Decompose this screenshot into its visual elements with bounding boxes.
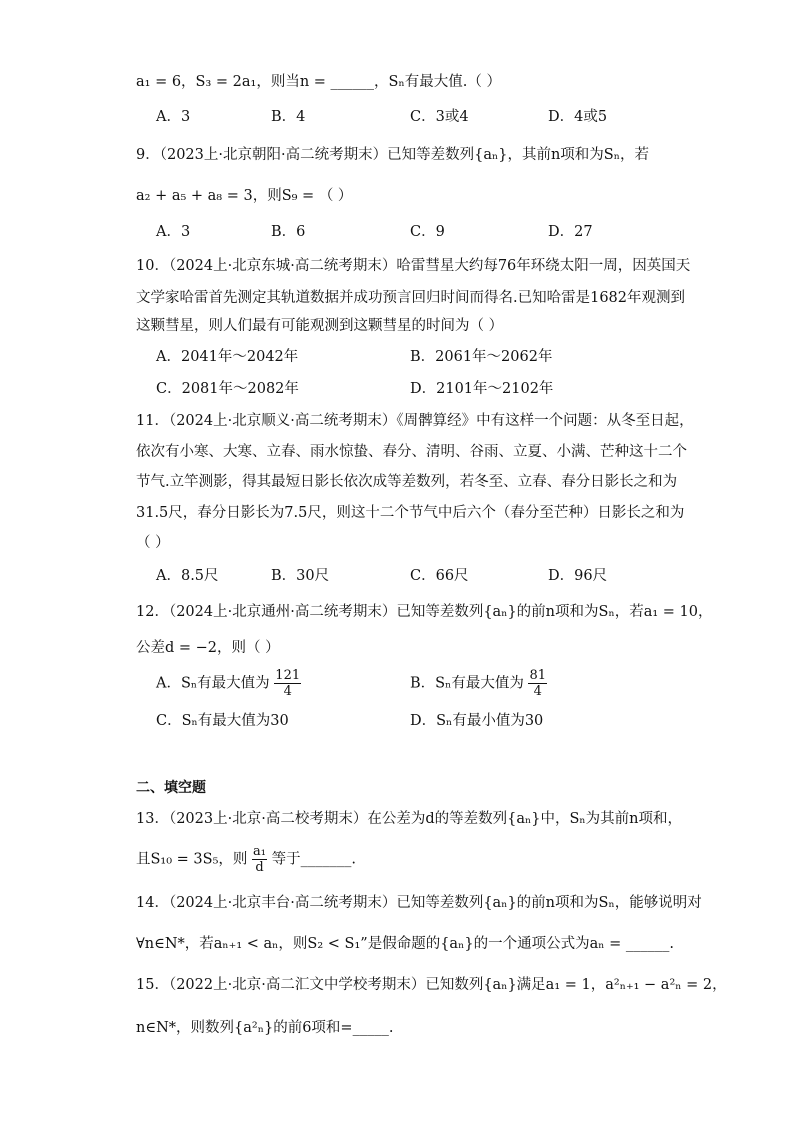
q8-option-d: D．4或5 bbox=[548, 109, 608, 125]
q10-option-b: B．2061年～2062年 bbox=[410, 349, 553, 365]
q10-option-d: D．2101年～2102年 bbox=[410, 381, 554, 397]
q11-option-b: B．30尺 bbox=[271, 568, 330, 584]
section-heading-fill-in: 二、填空题 bbox=[136, 780, 206, 796]
q11-option-c: C．66尺 bbox=[410, 568, 469, 584]
q12-line2: 公差d = −2，则（ ） bbox=[136, 640, 280, 656]
q11-option-a: A．8.5尺 bbox=[156, 568, 219, 584]
q8-option-b: B．4 bbox=[271, 109, 306, 125]
q10-option-c: C．2081年～2082年 bbox=[156, 381, 299, 397]
q9-option-d: D．27 bbox=[548, 224, 593, 240]
q12-option-a-fraction bbox=[274, 668, 301, 699]
q12-option-d: D．Sₙ有最小值为30 bbox=[410, 713, 544, 729]
q13-fraction-denominator: d bbox=[255, 860, 264, 875]
q12-option-c: C．Sₙ有最大值为30 bbox=[156, 713, 289, 729]
q10-line2: 文学家哈雷首先测定其轨道数据并成功预言回归时间而得名.已知哈雷是1682年观测到 bbox=[136, 290, 686, 306]
q12-line1: 12．（2024上·北京通州·高二统考期末）已知等差数列{aₙ}的前n项和为Sₙ，若a₁ = 10， bbox=[136, 604, 713, 620]
q9-option-a: A．3 bbox=[156, 224, 191, 240]
q10-line1: 10．（2024上·北京东城·高二统考期末）哈雷彗星大约每76年环绕太阳一周，因英国天 bbox=[136, 258, 691, 274]
q13-line2 bbox=[136, 844, 356, 875]
q8-option-c: C．3或4 bbox=[410, 109, 469, 125]
q10-line3: 这颗彗星，则人们最有可能观测到这颗彗星的时间为（ ） bbox=[136, 318, 504, 334]
q13-line1: 13．（2023上·北京·高二校考期末）在公差为d的等差数列{aₙ}中，Sₙ为其前n项和， bbox=[136, 811, 683, 827]
q12-option-b-numerator: 81 bbox=[529, 668, 547, 683]
q11-line3: 节气.立竿测影，得其最短日影长依次成等差数列，若冬至、立春、春分日影长之和为 bbox=[136, 474, 678, 490]
q14-line1: 14．（2024上·北京丰台·高二统考期末）已知等差数列{aₙ}的前n项和为Sₙ，能够说明对 bbox=[136, 895, 702, 911]
q9-line2: a₂ + a₅ + a₈ = 3，则S₉ = （ ） bbox=[136, 188, 353, 204]
q11-line1: 11．（2024上·北京顺义·高二统考期末）《周髀算经》中有这样一个问题：从冬至日起， bbox=[136, 413, 694, 429]
q13-fraction-numerator: a₁ bbox=[253, 844, 266, 859]
q13-line2-suffix: 等于_______. bbox=[271, 851, 356, 868]
q13-line2-prefix: 且S₁₀ = 3S₅，则 bbox=[136, 851, 248, 868]
q13-fraction bbox=[252, 844, 267, 875]
q12-option-b bbox=[410, 668, 547, 699]
q15-line2: n∈N*，则数列{a²ₙ}的前6项和=_____. bbox=[136, 1020, 394, 1036]
q15-line1: 15．（2022上·北京·高二汇文中学校考期末）已知数列{aₙ}满足a₁ = 1，a²ₙ₊₁ − a²ₙ = 2， bbox=[136, 977, 727, 993]
q12-option-a-denominator: 4 bbox=[283, 684, 292, 699]
q12-option-b-denominator: 4 bbox=[533, 684, 542, 699]
q9-line1: 9．（2023上·北京朝阳·高二统考期末）已知等差数列{aₙ}，其前n项和为Sₙ，若 bbox=[136, 147, 650, 163]
q10-option-a: A．2041年～2042年 bbox=[156, 349, 299, 365]
q12-option-b-text: B．Sₙ有最大值为 bbox=[410, 675, 524, 692]
q8-option-a: A．3 bbox=[156, 109, 191, 125]
q9-option-c: C．9 bbox=[410, 224, 445, 240]
q9-option-b: B．6 bbox=[271, 224, 306, 240]
q11-line5: （ ） bbox=[136, 535, 170, 551]
q12-option-a-text: A．Sₙ有最大值为 bbox=[156, 675, 270, 692]
q12-option-a-numerator: 121 bbox=[275, 668, 301, 683]
q11-line4: 31.5尺，春分日影长为7.5尺，则这十二个节气中后六个（春分至芒种）日影长之和为 bbox=[136, 505, 685, 521]
q12-option-b-fraction bbox=[528, 668, 547, 699]
q11-line2: 依次有小寒、大寒、立春、雨水惊蛰、春分、清明、谷雨、立夏、小满、芒种这十二个 bbox=[136, 444, 687, 460]
q11-option-d: D．96尺 bbox=[548, 568, 608, 584]
q12-option-a bbox=[156, 668, 301, 699]
q14-line2: ∀n∈N*，若aₙ₊₁ < aₙ，则S₂ < S₁”是假命题的{aₙ}的一个通项公式为aₙ = ______. bbox=[136, 936, 674, 952]
q8-stem: a₁ = 6，S₃ = 2a₁，则当n = ______，Sₙ有最大值.（ ） bbox=[136, 74, 501, 90]
